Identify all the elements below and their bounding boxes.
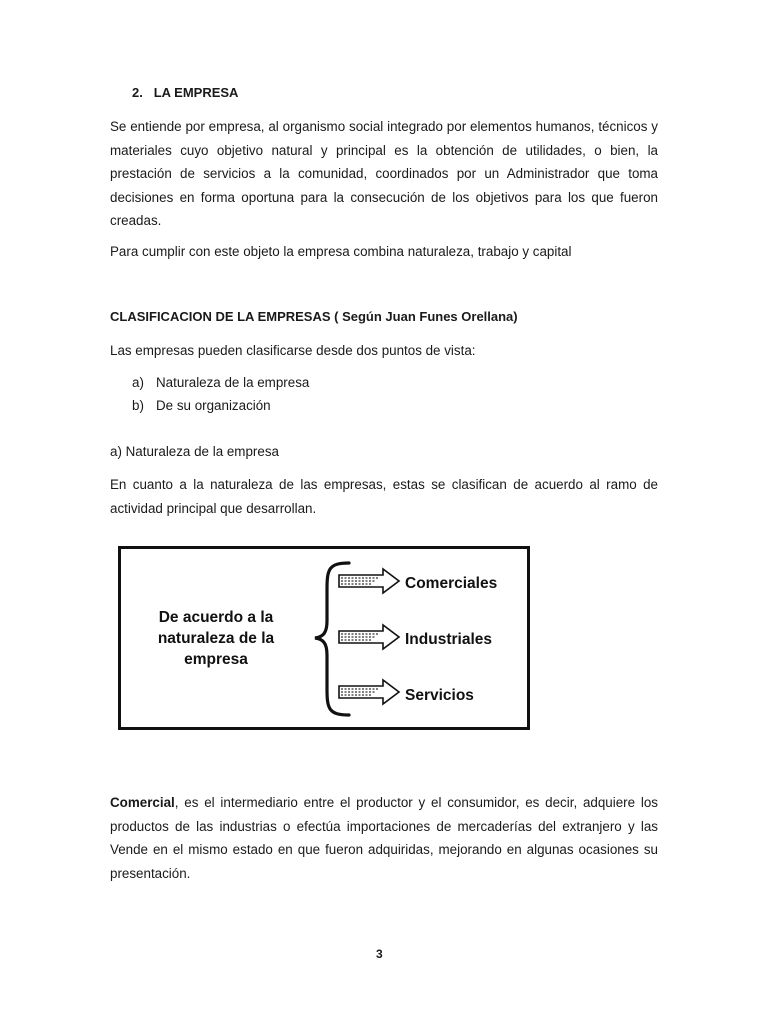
section-heading-la-empresa (132, 85, 238, 100)
paragraph-naturaleza: En cuanto a la naturaleza de las empresas, estas se clasifican de acuerdo al ramo de actividad principal que desarrollan. (110, 477, 658, 516)
term-comercial: Comercial (110, 795, 175, 810)
heading-clasificacion: CLASIFICACION DE LA EMPRESAS ( Según Juan Funes Orellana) (110, 309, 518, 324)
arrow-icon-industriales (339, 625, 399, 649)
comercial-definition: , es el intermediario entre el productor y el consumidor, es decir, adquiere los productos de las industrias o efectúa importaciones de mercaderías del extranjero y las Vende en el mismo estado en que fueron adquiridas, mejorando en algunas ocasiones su presentación. (110, 795, 658, 881)
diagram-left-line: De acuerdo a la (158, 609, 274, 626)
list-item (132, 371, 309, 394)
paragraph-puntos-de-vista: Las empresas pueden clasificarse desde dos puntos de vista: (110, 343, 476, 358)
diagram-left-line: empresa (184, 651, 248, 668)
section-title: LA EMPRESA (153, 85, 239, 100)
diagram-left-line: naturaleza de la (157, 630, 275, 647)
list-marker: b) (132, 398, 144, 413)
classification-diagram (118, 546, 530, 730)
list-item (132, 394, 309, 417)
paragraph-definicion-empresa: Se entiende por empresa, al organismo social integrado por elementos humanos, técnicos y materiales cuyo objetivo natural y principal es la obtención de utilidades, o bien, la prestación de servicios a la comunidad, coordinados por un Administrador que toma decisiones en forma oportuna para la consecución de los objetivos para los que fueron creadas. (110, 119, 658, 229)
section-number: 2. (132, 85, 143, 100)
page-number: 3 (376, 947, 383, 961)
list-item-text: Naturaleza de la empresa (156, 375, 310, 390)
category-label-servicios: Servicios (405, 687, 474, 704)
category-label-industriales: Industriales (405, 631, 492, 648)
arrow-icon-comerciales (339, 569, 399, 593)
list-marker: a) (132, 375, 144, 390)
list-item-text: De su organización (156, 398, 271, 413)
paragraph-objeto-empresa: Para cumplir con este objeto la empresa combina naturaleza, trabajo y capital (110, 244, 572, 259)
paragraph-comercial (110, 791, 658, 885)
classification-list (132, 371, 309, 417)
arrow-icon-servicios (339, 680, 399, 704)
category-label-comerciales: Comerciales (405, 575, 498, 592)
subheading-naturaleza: a) Naturaleza de la empresa (110, 444, 279, 459)
